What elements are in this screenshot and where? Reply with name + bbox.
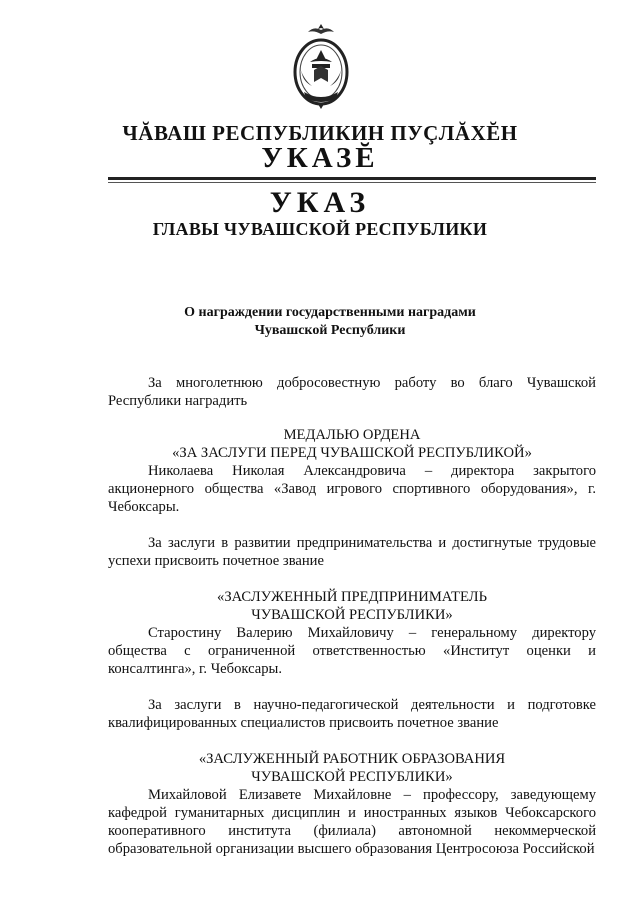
header-divider-thin <box>108 182 596 183</box>
award-2-title-line-1: «ЗАСЛУЖЕННЫЙ ПРЕДПРИНИМАТЕЛЬ <box>217 589 487 605</box>
intro-paragraph: За многолетнюю добросовестную работу во благо Чувашской Республики наградить <box>108 375 596 409</box>
award-3-title-line-1: «ЗАСЛУЖЕННЫЙ РАБОТНИК ОБРАЗОВАНИЯ <box>198 751 506 767</box>
chuvash-head-title: ЧĂВАШ РЕСПУБЛИКИН ПУÇЛĂХĔН <box>122 121 518 145</box>
intro-3-paragraph: За заслуги в научно-педагогической деятельности и подготовке квалифицированных специалистов присвоить почетное звание <box>108 697 596 731</box>
award-3-title-line-2: ЧУВАШСКОЙ РЕСПУБЛИКИ» <box>251 769 453 785</box>
award-1-recipient: Николаева Николая Александровича – директора закрытого акционерного общества «Завод игрового спортивного оборудования», г. Чебоксары. <box>108 463 596 515</box>
award-1-title-line-2: «ЗА ЗАСЛУГИ ПЕРЕД ЧУВАШСКОЙ РЕСПУБЛИКОЙ» <box>172 445 532 461</box>
award-2-recipient: Старостину Валерию Михайловичу – генеральному директору общества с ограниченной ответственностью «Институт оценки и консалтинга», г. Чебоксары. <box>108 625 596 677</box>
subject-line-1: О награждении государственными наградами <box>184 305 476 320</box>
award-1-title-line-1: МЕДАЛЬЮ ОРДЕНА <box>283 427 421 443</box>
decree-body <box>108 374 596 858</box>
coat-of-arms-emblem-icon <box>290 20 352 110</box>
russian-decree-title: УКАЗ <box>269 186 371 219</box>
award-3-recipient: Михайловой Елизавете Михайловне – профессору, заведующему кафедрой гуманитарных дисциплин и иностранных языков Чебоксарского кооперативного института (филиала) автономной некоммерческой образовательной организации высшего образования Центросоюза Российской <box>108 787 596 857</box>
russian-head-title: ГЛАВЫ ЧУВАШСКОЙ РЕСПУБЛИКИ <box>152 219 488 239</box>
decree-subject <box>120 304 540 340</box>
subject-line-2: Чувашской Республики <box>254 323 406 338</box>
chuvash-decree-title: УКАЗĔ <box>261 142 379 174</box>
header-divider-thick <box>108 177 596 180</box>
award-2-title-line-2: ЧУВАШСКОЙ РЕСПУБЛИКИ» <box>251 607 453 623</box>
intro-2-paragraph: За заслуги в развитии предпринимательства и достигнутые трудовые успехи присвоить почетное звание <box>108 535 596 569</box>
